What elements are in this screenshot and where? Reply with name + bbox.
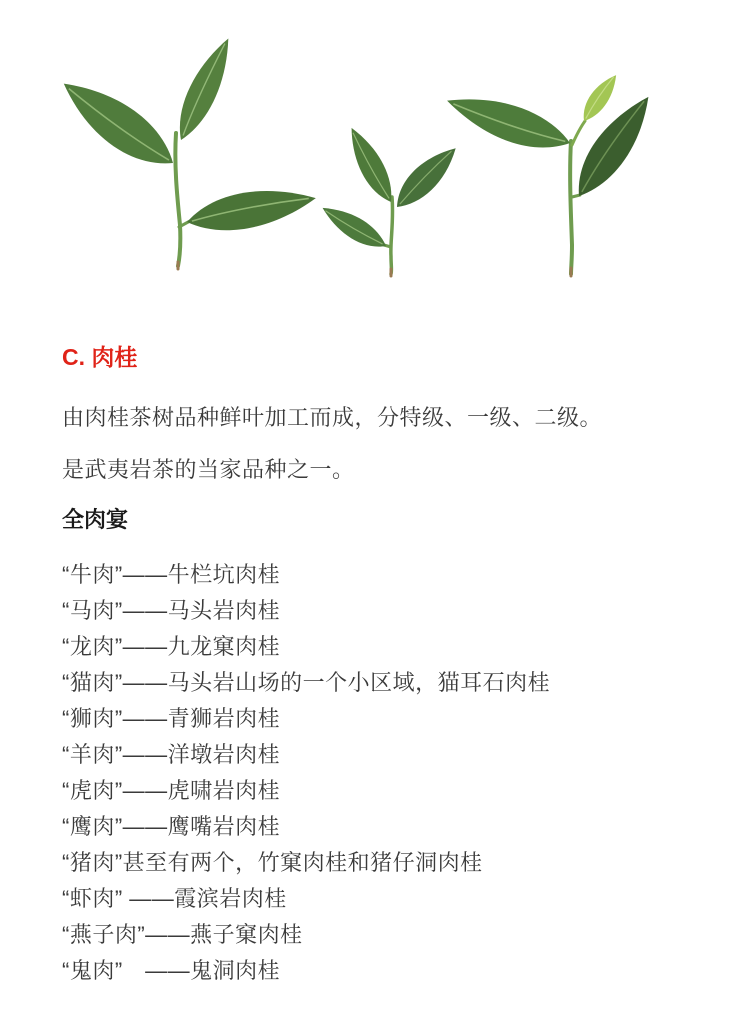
tea-sprig-right [441, 70, 662, 276]
article-body [0, 342, 750, 989]
list-item: “鬼肉” ——鬼洞肉桂 [62, 958, 281, 983]
list-item: “燕子肉”——燕子窠肉桂 [62, 922, 303, 947]
list-item: “虎肉”——虎啸岩肉桂 [62, 778, 281, 803]
leaf-bud [576, 70, 623, 126]
subsection-heading: 全肉宴 [62, 507, 129, 532]
stem [175, 133, 180, 266]
petiole [572, 195, 580, 197]
nickname-list [62, 557, 710, 989]
list-item: “猪肉”甚至有两个，竹窠肉桂和猪仔洞肉桂 [62, 850, 483, 875]
tea-sprig-middle [317, 123, 465, 276]
section-heading: C. 肉桂 [62, 344, 138, 370]
leaf [168, 32, 240, 145]
list-item: “猫肉”——马头岩山场的一个小区域，猫耳石肉桂 [62, 670, 551, 695]
leaf [51, 68, 184, 180]
leaf [441, 84, 576, 160]
list-item: “马肉”——马头岩肉桂 [62, 598, 281, 623]
list-item: “狮肉”——青狮岩肉桂 [62, 706, 281, 731]
tea-leaves-illustration [0, 0, 750, 300]
list-item: “牛肉”——牛栏坑肉桂 [62, 562, 281, 587]
leaf [184, 180, 319, 239]
stem [570, 141, 572, 274]
petiole [572, 121, 585, 145]
list-item: “鹰肉”——鹰嘴岩肉桂 [62, 814, 281, 839]
leaf [341, 123, 401, 208]
list-item: “羊肉”——洋墩岩肉桂 [62, 742, 281, 767]
intro-paragraph-2: 是武夷岩茶的当家品种之一。 [62, 457, 355, 482]
leaf [317, 199, 391, 255]
leaf [565, 87, 662, 206]
list-item: “虾肉” ——霞滨岩肉桂 [62, 886, 287, 911]
leaf [387, 139, 464, 216]
intro-paragraph-1: 由肉桂茶树品种鲜叶加工而成，分特级、一级、二级。 [62, 405, 603, 430]
list-item: “龙肉”——九龙窠肉桂 [62, 634, 281, 659]
tea-sprig-left [51, 32, 319, 269]
stem [391, 197, 393, 274]
tea-leaves-photo [0, 0, 750, 300]
